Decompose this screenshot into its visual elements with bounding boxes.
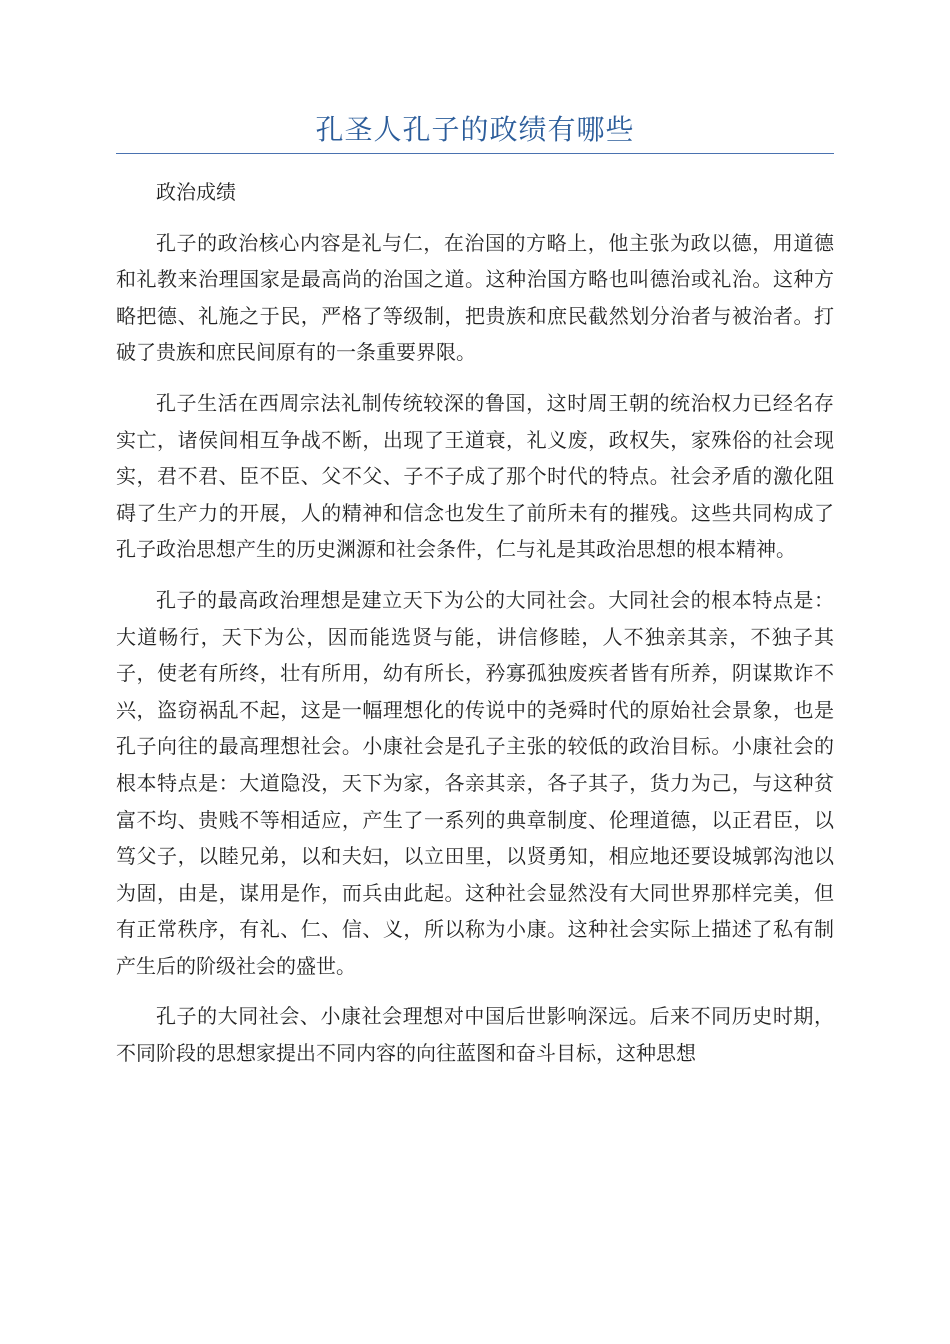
title-underline [116,153,834,154]
paragraph-2: 孔子生活在西周宗法礼制传统较深的鲁国，这时周王朝的统治权力已经名存实亡，诸侯间相互争战不断，出现了王道衰，礼义废，政权失，家殊俗的社会现实，君不君、臣不臣、父不父、子不子成了那个时代的特点。社会矛盾的激化阻碍了生产力的开展，人的精神和信念也发生了前所未有的摧残。这些共同构成了孔子政治思想产生的历史渊源和社会条件，仁与礼是其政治思想的根本精神。 [116,390,834,562]
paragraph-3: 孔子的最高政治理想是建立天下为公的大同社会。大同社会的根本特点是：大道畅行，天下为公，因而能选贤与能，讲信修睦，人不独亲其亲，不独子其子，使老有所终，壮有所用，幼有所长，矜寡孤独废疾者皆有所养，阴谋欺诈不兴，盗窃祸乱不起，这是一幅理想化的传说中的尧舜时代的原始社会景象，也是孔子向往的最高理想社会。小康社会是孔子主张的较低的政治目标。小康社会的根本特点是：大道隐没，天下为家，各亲其亲，各子其子，货力为己，与这种贫富不均、贵贱不等相适应，产生了一系列的典章制度、伦理道德，以正君臣，以笃父子，以睦兄弟，以和夫妇，以立田里，以贤勇知，相应地还要设城郭沟池以为固，由是，谋用是作，而兵由此起。这种社会显然没有大同世界那样完美，但有正常秩序，有礼、仁、信、义，所以称为小康。这种社会实际上描述了私有制产生后的阶级社会的盛世。 [116,587,834,978]
paragraph-1: 孔子的政治核心内容是礼与仁，在治国的方略上，他主张为政以德，用道德和礼教来治理国家是最高尚的治国之道。这种治国方略也叫德治或礼治。这种方略把德、礼施之于民，严格了等级制，把贵族和庶民截然划分治者与被治者。打破了贵族和庶民间原有的一条重要界限。 [116,230,834,365]
document-title: 孔圣人孔子的政绩有哪些 [315,113,635,146]
document-body [116,174,834,1072]
section-heading: 政治成绩 [156,180,236,204]
paragraph-4: 孔子的大同社会、小康社会理想对中国后世影响深远。后来不同历史时期，不同阶段的思想家提出不同内容的向往蓝图和奋斗目标，这种思想 [116,1004,834,1066]
